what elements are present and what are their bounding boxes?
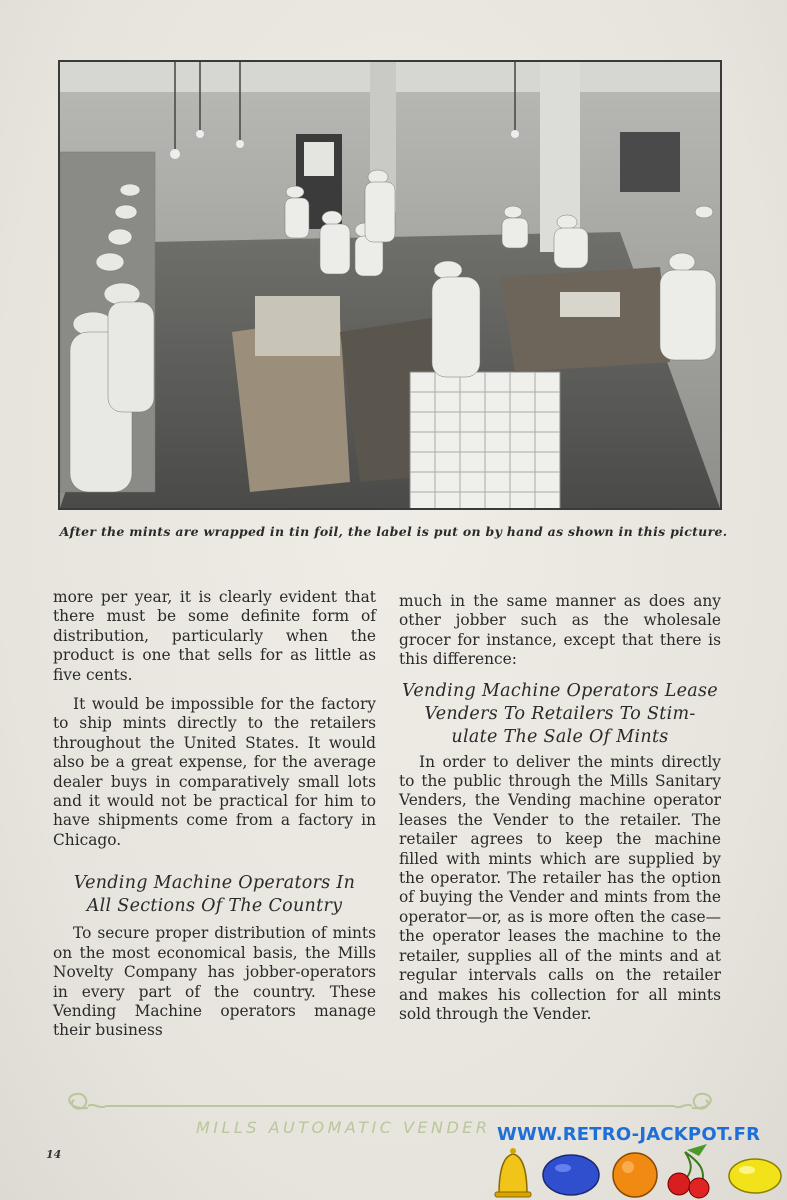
footer-title: MILLS AUTOMATIC VENDER [196,1118,491,1137]
heading-line: All Sections Of The Country [86,896,343,917]
page-number: 14 [46,1148,62,1161]
heading-line: Venders To Retailers To Stim- [424,703,696,724]
watermark-url[interactable]: WWW.RETRO-JACKPOT.FR [497,1124,761,1145]
bell-icon [495,1148,531,1197]
left-text-column [53,588,376,1051]
heading-line: ulate The Sale Of Mints [451,726,669,747]
plum-icon [543,1155,599,1195]
right-text-column [399,592,721,1034]
section-heading [399,680,721,749]
paragraph: In order to deliver the mints directly to the public through the Mills Sanitary Venders, the Vending machine operator leases the Vender to the retailer. The retailer agrees to keep the machine filled with mints which are supplied by the operator. The retailer has the option of buying the Vender and mints from the operator—or, as is more often the case—the operator leases the machine to the retailer, supplies all of the mints and at regular intervals calls on the retailer and makes his collection for all mints sold through the Vender. [399,752,721,1023]
cherries-icon [668,1144,709,1198]
watermark-fruit-icons [485,1142,785,1200]
factory-photo [58,60,722,510]
paragraph: more per year, it is clearly evident that there must be some definite form of distribution, particularly when the product is one that sells for as little as five cents. [53,588,376,684]
heading-line: Vending Machine Operators In [73,873,356,894]
lemon-icon [729,1159,781,1193]
paragraph: To secure proper distribution of mints on the most economical basis, the Mills Novelty Company has jobber-operators in every part of the country. These Vending Machine operators manage their business [53,924,376,1040]
photo-caption: After the mints are wrapped in tin foil, the label is put on by hand as shown in this picture. [59,524,728,539]
paragraph: It would be impossible for the factory to ship mints directly to the retailers throughout the United States. It would also be a great expense, for the average dealer buys in comparatively small lots and it would not be practical for him to have shipments come from a factory in Chicago. [53,695,376,849]
section-heading [53,872,376,918]
orange-icon [613,1153,657,1197]
factory-photo-illustration [60,62,720,508]
paragraph: much in the same manner as does any other jobber such as the wholesale grocer for instance, except that there is this difference: [399,592,721,669]
heading-line: Vending Machine Operators Lease [402,680,718,701]
